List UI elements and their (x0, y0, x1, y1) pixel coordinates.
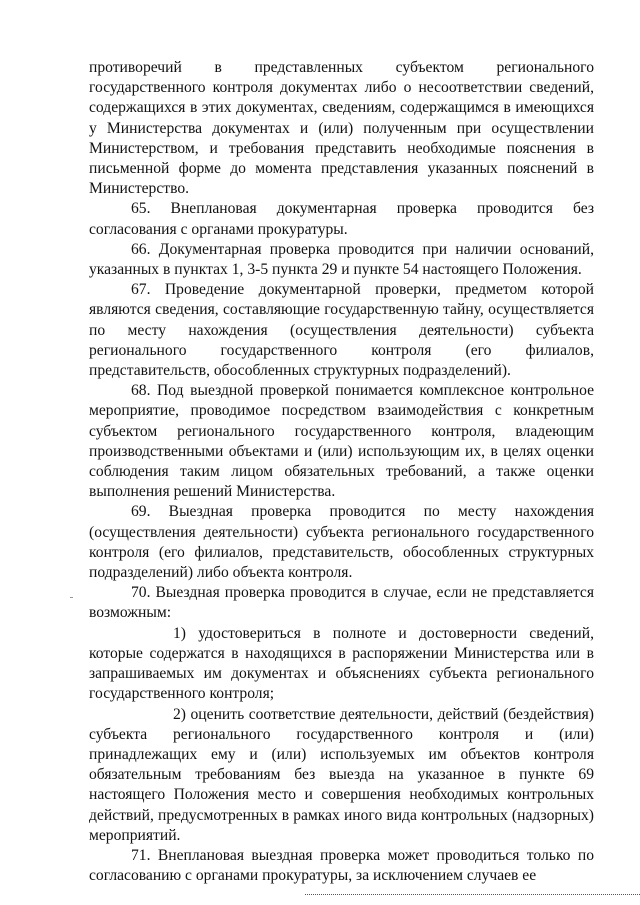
paragraph-70-item-1: 1) удостовериться в полноте и достоверности сведений, которые содержатся в находящихся в распоряжении Министерства или в запрашиваемых им документах и объяснениях субъекта регионального государственного контроля; (89, 624, 594, 703)
paragraph-70: 70. Выездная проверка проводится в случае, если не представляется возможным: (89, 584, 594, 622)
scan-artifact (70, 597, 73, 598)
document-body (89, 58, 594, 886)
bottom-edge-line (305, 894, 640, 895)
paragraph-70-item-2: 2) оценить соответствие деятельности, действий (бездействия) субъекта регионального государственного контроля и (или) принадлежащих ему и (или) используемых им объектов контроля обязательным требованиям без выезда на указанное в пункте 69 настоящего Положения место и совершения необходимых контрольных действий, предусмотренных в рамках иного вида контрольных (надзорных) мероприятий. (89, 705, 594, 844)
paragraph-66: 66. Документарная проверка проводится при наличии оснований, указанных в пунктах 1, 3-5 пункта 29 и пункте 54 настоящего Положения. (89, 240, 594, 279)
paragraph-65: 65. Внеплановая документарная проверка проводится без согласования с органами прокуратуры. (89, 200, 594, 238)
paragraph-71: 71. Внеплановая выездная проверка может проводиться только по согласованию с органами прокуратуры, за исключением случаев ее (89, 846, 594, 885)
paragraph-67: 67. Проведение документарной проверки, предметом которой являются сведения, составляющие государственную тайну, осуществляется по месту нахождения (осуществления деятельности) субъекта регионального государственного контроля (его филиалов, представительств, обособленных структурных подразделений). (89, 281, 594, 380)
paragraph-68: 68. Под выездной проверкой понимается комплексное контрольное мероприятие, проводимое посредством взаимодействия с конкретным субъектом регионального государственного контроля, владеющим производственными объектами и (или) использующим их, в целях оценки соблюдения таким лицом обязательных требований, а также оценки выполнения решений Министерства. (89, 382, 594, 501)
paragraph-continuation: противоречий в представленных субъектом регионального государственного контроля документах либо о несоответствии сведений, содержащихся в этих документах, сведениям, содержащимся в имеющихся у Министерства документах и (или) полученным при осуществлении Министерством, и требования представить необходимые пояснения в письменной форме до момента представления указанных пояснений в Министерство. (89, 59, 594, 198)
paragraph-69: 69. Выездная проверка проводится по месту нахождения (осуществления деятельности) субъекта регионального государственного контроля (его филиалов, представительств, обособленных структурных подразделений) либо объекта контроля. (89, 503, 594, 582)
